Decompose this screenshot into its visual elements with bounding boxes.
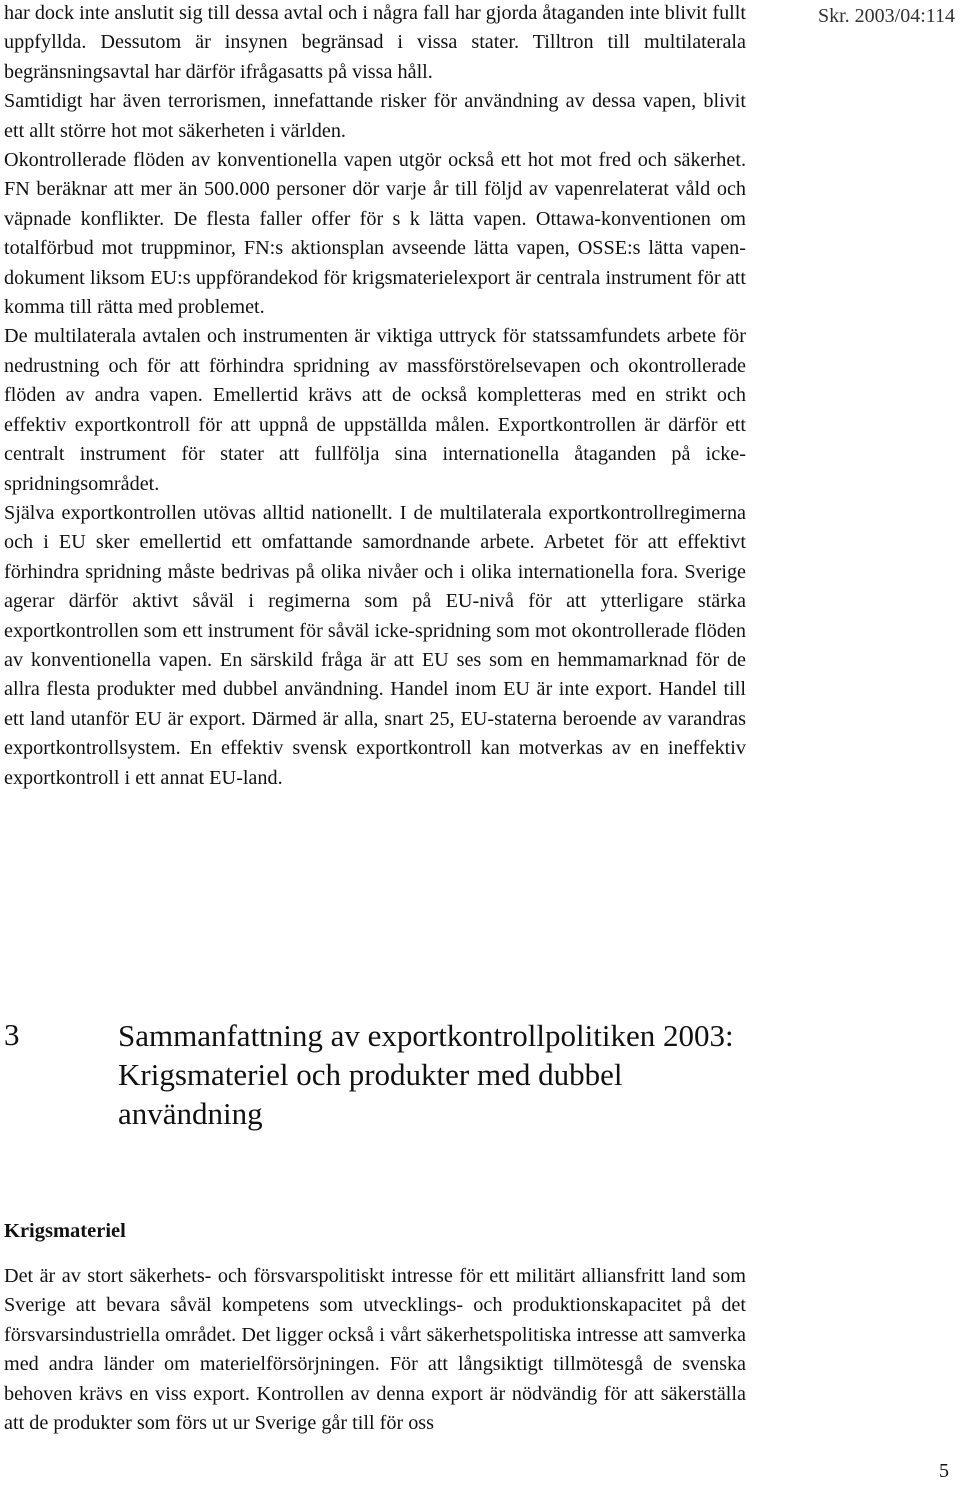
section-number: 3 (4, 1017, 20, 1052)
paragraph-krigsmateriel: Det är av stort säkerhets- och försvarspolitiskt intresse för ett militärt alliansfritt land som Sverige att bevara såväl kompetens som utvecklings- och produktionskapacitet på det försvarsindustriella området. Det ligger också i vårt säkerhetspolitiska intresse att samverka med andra länder om materielförsörjningen. För att långsiktigt tillmötesgå de svenska behoven krävs en viss export. Kontrollen av denna export är nödvändig för att säkerställa att de produkter som förs ut ur Sverige går till för oss (4, 1265, 746, 1435)
paragraph-conventional-weapons: Okontrollerade flöden av konventionella vapen utgör också ett hot mot fred och säkerhet. FN beräknar att mer än 500.000 personer dör varje år till följd av vapenrelaterat våld och väpnade konflikter. De flesta faller offer för s k lätta vapen. Ottawa-konventionen om totalförbud mot truppminor, FN:s aktionsplan avseende lätta vapen, OSSE:s lätta vapen-dokument liksom EU:s uppförandekod för krigsmaterielexport är centrala instrument för att komma till rätta med problemet. (4, 149, 746, 319)
document-reference: Skr. 2003/04:114 (818, 5, 956, 27)
body-text-top (4, 0, 746, 793)
page-number: 5 (939, 1460, 949, 1482)
section-title: Sammanfattning av exportkontrollpolitiken 2003: Krigsmateriel och produkter med dubbel användning (118, 1018, 734, 1131)
paragraph-intro-continuation: har dock inte anslutit sig till dessa avtal och i några fall har gjorda åtaganden inte blivit fullt uppfyllda. Dessutom är insynen begränsad i vissa stater. Tilltron till multilaterala begränsningsavtal har därför ifrågasatts på vissa håll. (4, 2, 746, 83)
paragraph-terrorism: Samtidigt har även terrorismen, innefattande risker för användning av dessa vapen, blivit ett allt större hot mot säkerheten i världen. (4, 90, 746, 142)
subsection-heading: Krigsmateriel (4, 1220, 126, 1242)
paragraph-multilateral-agreements: De multilaterala avtalen och instrumenten är viktiga uttryck för statssamfundets arbete för nedrustning och för att förhindra spridning av massförstörelsevapen och okontrollerade flöden av andra vapen. Emellertid krävs att de också kompletteras med en strikt och effektiv exportkontroll för att uppnå de uppställda målen. Exportkontrollen är därför ett centralt instrument för stater att fullfölja sina internationella åtaganden på icke-spridningsområdet. (4, 325, 746, 495)
body-text-section (4, 1262, 746, 1438)
paragraph-national-export-control: Själva exportkontrollen utövas alltid nationellt. I de multilaterala exportkontrollregimerna och i EU sker emellertid ett omfattande samordnande arbete. Arbetet för att effektivt förhindra spridning måste bedrivas på olika nivåer och i olika internationella fora. Sverige agerar därför aktivt såväl i regimerna som på EU-nivå för att ytterligare stärka exportkontrollen som ett instrument för såväl icke-spridning som mot okontrollerade flöden av konventionella vapen. En särskild fråga är att EU ses som en hemmamarknad för de allra flesta produkter med dubbel användning. Handel inom EU är inte export. Handel till ett land utanför EU är export. Därmed är alla, snart 25, EU-staterna beroende av varandras exportkontrollsystem. En effektiv svensk exportkontroll kan motverkas av en ineffektiv exportkontroll i ett annat EU-land. (4, 501, 746, 789)
